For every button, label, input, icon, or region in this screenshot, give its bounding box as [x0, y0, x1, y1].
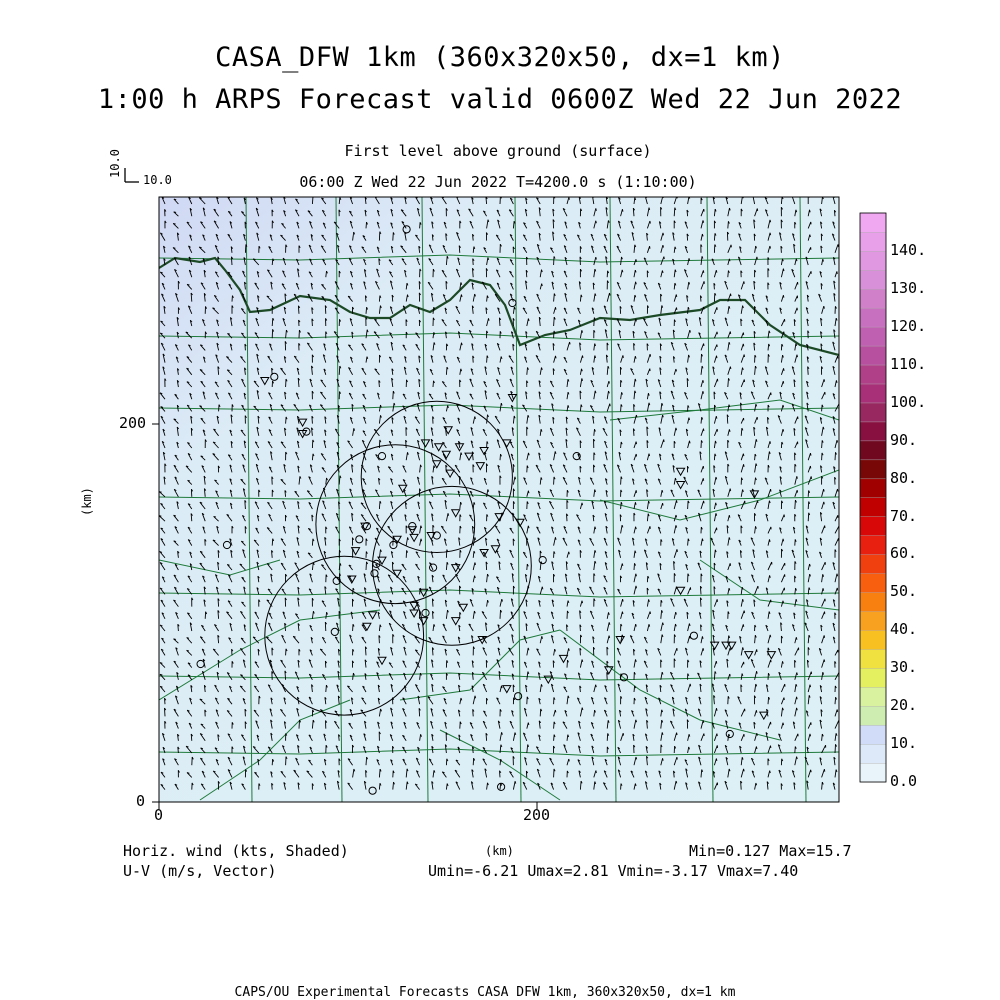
wind-vector-head: [569, 552, 570, 554]
wind-vector-head: [570, 342, 571, 344]
wind-vector-head: [609, 636, 610, 638]
wind-vector-head: [582, 503, 583, 505]
wind-vector-head: [703, 391, 704, 393]
wind-vector-head: [783, 269, 784, 271]
wind-vector-head: [596, 208, 597, 210]
wind-vector-head: [783, 723, 784, 725]
wind-vector-head: [703, 648, 704, 650]
wind-vector: [540, 709, 541, 717]
wind-vector-head: [770, 246, 771, 249]
wind-vector-head: [596, 221, 597, 223]
wind-vector: [621, 502, 622, 509]
wind-vector-head: [784, 368, 785, 371]
wind-vector: [554, 317, 555, 326]
wind-vector: [822, 440, 823, 448]
wind-vector-head: [542, 587, 543, 590]
map-title-line1: CASA_DFW 1km (360x320x50, dx=1 km): [215, 42, 785, 73]
wind-vector-head: [770, 441, 771, 443]
wind-vector: [326, 685, 327, 692]
wind-vector-head: [569, 197, 570, 199]
wind-vector-head: [650, 354, 651, 357]
wind-vector-head: [810, 235, 811, 237]
wind-vector: [755, 454, 756, 460]
wind-vector-head: [744, 464, 745, 467]
wind-vector-head: [650, 221, 651, 224]
wind-vector-head: [824, 379, 825, 381]
wind-vector-head: [528, 723, 529, 725]
wind-vector-head: [824, 489, 825, 491]
wind-vector: [621, 477, 622, 485]
wind-vector: [446, 367, 447, 375]
reference-vector-u-label: 10.0: [143, 173, 172, 187]
wind-vector-head: [663, 503, 664, 505]
wind-vector-head: [783, 405, 784, 407]
wind-vector-head: [676, 515, 677, 517]
wind-vector: [714, 454, 715, 460]
wind-vector-head: [663, 758, 664, 760]
wind-vector-head: [770, 771, 771, 773]
wind-vector: [433, 381, 434, 387]
wind-vector-head: [756, 710, 757, 712]
wind-vector: [567, 660, 568, 668]
wind-vector-head: [556, 356, 557, 358]
wind-vector-head: [744, 769, 745, 771]
wind-vector-head: [730, 489, 731, 492]
wind-vector-head: [716, 416, 717, 418]
wind-vector-head: [704, 501, 705, 503]
wind-vector-head: [622, 564, 623, 566]
wind-vector-head: [824, 660, 825, 662]
wind-vector-head: [636, 442, 637, 445]
wind-vector-head: [677, 733, 678, 735]
wind-vector-head: [583, 356, 584, 358]
wind-vector-head: [214, 516, 216, 517]
wind-vector: [701, 354, 702, 363]
wind-vector-head: [797, 673, 798, 676]
wind-vector: [312, 539, 313, 546]
wind-vector-head: [757, 671, 758, 673]
wind-vector: [393, 232, 394, 240]
wind-vector-head: [770, 539, 771, 541]
wind-vector-head: [622, 612, 623, 614]
wind-vector-head: [502, 686, 503, 688]
wind-vector-head: [837, 440, 838, 442]
wind-vector-head: [716, 661, 717, 664]
wind-vector-head: [636, 624, 637, 626]
wind-vector: [500, 610, 501, 619]
wind-vector: [634, 563, 635, 570]
wind-vector-head: [783, 601, 784, 603]
wind-vector-head: [174, 212, 176, 213]
wind-vector-head: [663, 245, 664, 247]
wind-vector: [714, 671, 715, 679]
wind-vector: [768, 697, 769, 704]
wind-vector: [366, 307, 367, 314]
wind-vector: [286, 417, 287, 424]
level-label: First level above ground (surface): [344, 142, 652, 160]
wind-vector: [795, 747, 796, 754]
wind-vector-head: [703, 720, 704, 723]
wind-vector-head: [569, 759, 570, 761]
wind-vector-head: [623, 599, 624, 601]
wind-vector: [379, 783, 380, 789]
wind-vector: [808, 502, 809, 510]
wind-vector: [621, 404, 622, 411]
wind-vector: [674, 208, 675, 217]
wind-vector-head: [676, 295, 677, 298]
wind-vector: [835, 452, 836, 460]
wind-vector-head: [811, 770, 812, 772]
wind-vector-head: [649, 454, 650, 456]
reference-vector-v-label: 10.0: [108, 149, 122, 178]
wind-vector-head: [729, 259, 730, 261]
wind-vector-head: [783, 295, 784, 297]
wind-vector-head: [542, 284, 543, 286]
wind-vector: [808, 513, 809, 521]
wind-vector-head: [824, 502, 825, 504]
wind-vector-head: [716, 759, 717, 761]
wind-vector-head: [810, 685, 811, 687]
wind-vector-head: [810, 734, 811, 736]
wind-vector-head: [730, 367, 731, 369]
wind-vector: [688, 539, 689, 546]
wind-vector: [835, 697, 836, 704]
wind-vector: [393, 391, 394, 399]
wind-vector-head: [663, 233, 664, 235]
wind-vector-head: [676, 369, 677, 371]
wind-vector: [379, 501, 380, 509]
wind-vector-head: [596, 685, 597, 687]
map-title-line2: 1:00 h ARPS Forecast valid 0600Z Wed 22 Jun 2022: [97, 84, 903, 115]
wind-vector-head: [783, 539, 784, 542]
wind-vector-head: [716, 270, 717, 272]
wind-vector-head: [623, 355, 624, 358]
wind-vector-head: [837, 710, 838, 713]
wind-vector: [607, 733, 608, 740]
wind-vector: [795, 500, 796, 509]
wind-vector-head: [717, 356, 718, 358]
wind-vector: [728, 221, 729, 228]
wind-vector-head: [677, 500, 678, 502]
wind-vector-head: [743, 454, 744, 456]
wind-vector-head: [690, 684, 691, 687]
wind-vector-head: [770, 233, 771, 235]
wind-vector-head: [609, 381, 610, 383]
wind-vector-head: [690, 330, 691, 332]
wind-vector-head: [636, 415, 637, 417]
wind-vector: [688, 307, 689, 314]
wind-vector: [554, 722, 555, 729]
wind-vector: [634, 686, 635, 692]
wind-vector: [272, 318, 273, 326]
wind-vector: [312, 454, 313, 460]
wind-vector-head: [797, 476, 798, 478]
wind-vector-head: [174, 639, 177, 640]
wind-vector-head: [824, 306, 825, 309]
wind-vector: [245, 244, 246, 252]
wind-vector-head: [717, 708, 718, 711]
wind-vector: [299, 720, 300, 729]
wind-vector-head: [730, 648, 731, 651]
wind-vector-head: [811, 453, 812, 456]
wind-vector-head: [622, 209, 623, 211]
wind-vector: [366, 757, 367, 765]
wind-vector-head: [756, 747, 757, 750]
wind-vector-head: [201, 456, 203, 457]
wind-vector-head: [797, 355, 798, 357]
wind-vector: [822, 405, 823, 412]
wind-vector: [728, 271, 729, 278]
wind-vector: [272, 259, 273, 265]
wind-vector-head: [636, 319, 637, 322]
wind-vector: [835, 744, 836, 753]
wind-vector-head: [636, 586, 637, 588]
wind-vector-head: [757, 257, 758, 259]
wind-vector-head: [555, 710, 556, 712]
wind-vector-head: [677, 549, 678, 552]
wind-vector-head: [489, 318, 490, 320]
wind-vector-head: [596, 771, 597, 774]
wind-vector-head: [610, 293, 611, 296]
wind-vector-head: [797, 697, 798, 699]
wind-vector-head: [159, 492, 161, 493]
wind-vector-head: [703, 380, 704, 383]
wind-vector: [594, 318, 595, 326]
wind-vector-head: [770, 635, 771, 637]
wind-vector: [366, 562, 367, 570]
wind-vector: [272, 539, 273, 546]
wind-vector-head: [582, 601, 583, 603]
wind-vector-head: [729, 515, 730, 517]
wind-vector: [339, 366, 340, 375]
wind-vector-head: [838, 489, 839, 492]
wind-vector-head: [757, 733, 758, 735]
wind-vector: [714, 233, 715, 240]
wind-vector-head: [690, 441, 691, 444]
valid-time-label: 06:00 Z Wed 22 Jun 2022 T=4200.0 s (1:10:00): [299, 173, 697, 191]
wind-vector-head: [556, 307, 557, 309]
wind-vector-head: [528, 491, 529, 494]
wind-vector: [487, 356, 488, 363]
wind-vector-head: [596, 257, 597, 259]
wind-vector-head: [743, 344, 744, 347]
wind-vector: [688, 501, 689, 509]
wind-vector-head: [743, 624, 744, 627]
